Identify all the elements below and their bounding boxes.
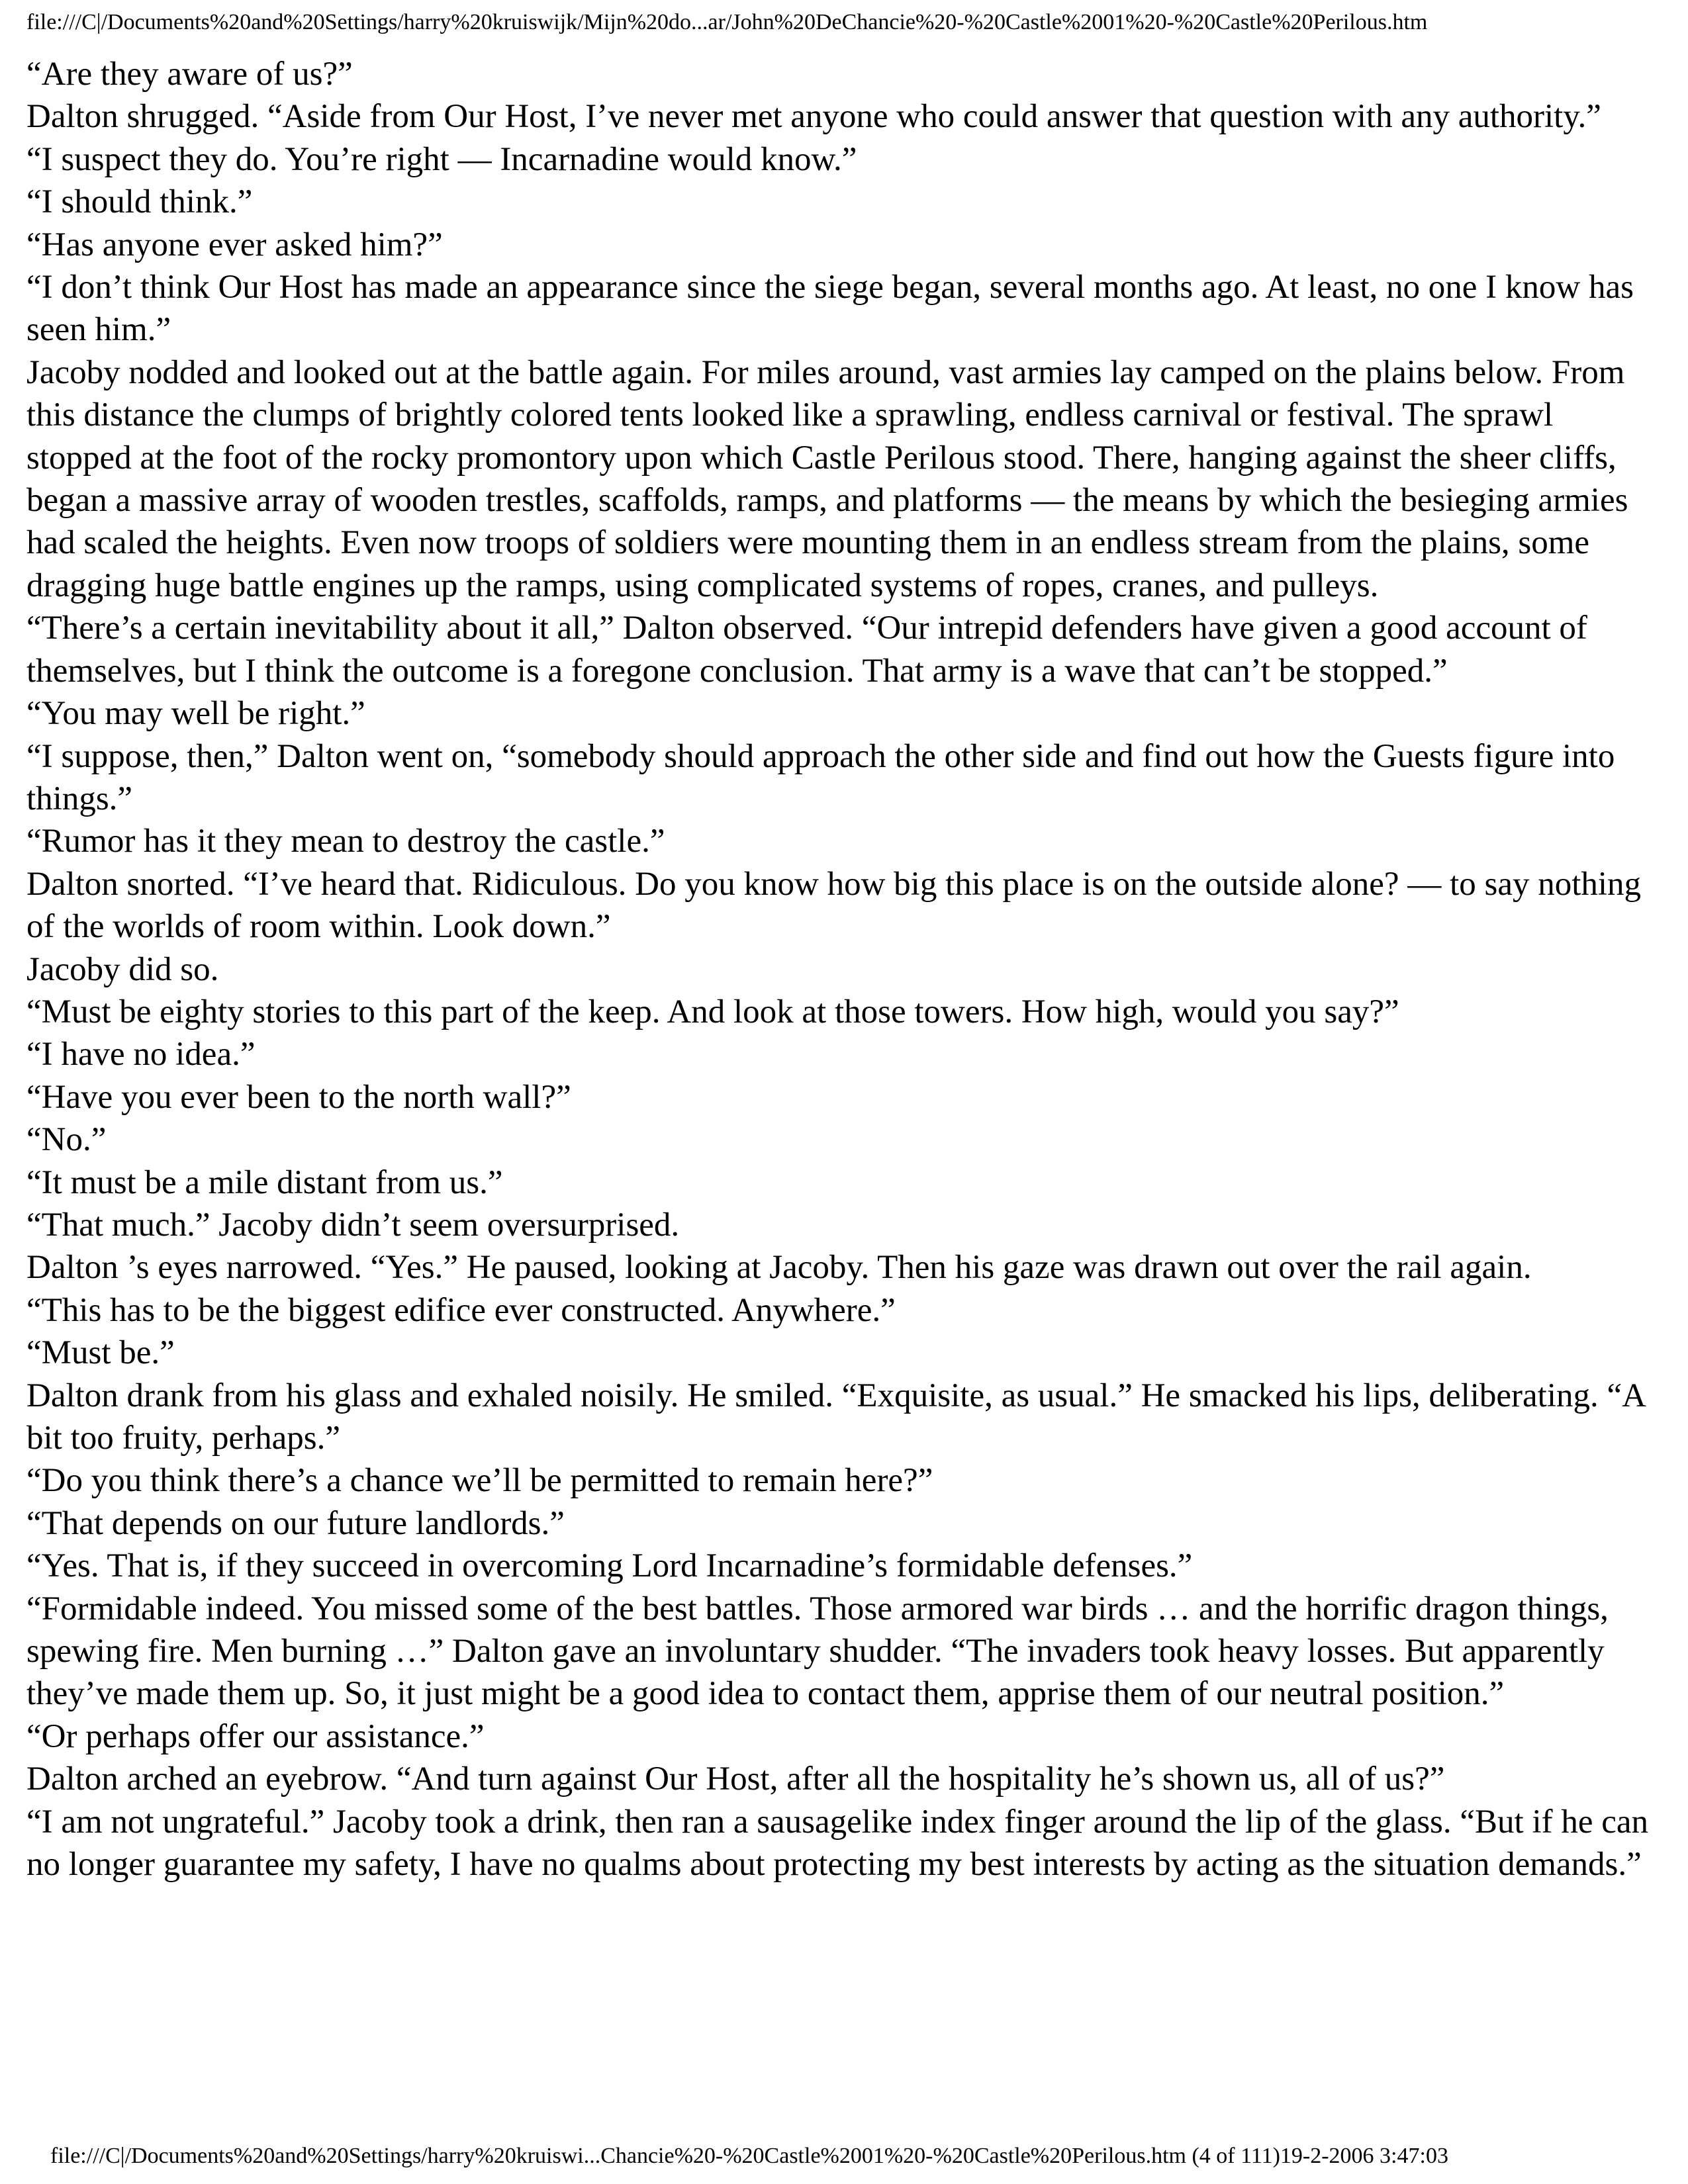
paragraph: “There’s a certain inevitability about it all,” Dalton observed. “Our intrepid defenders have given a good account of themselves, but I think the outcome is a foregone conclusion. That army is a wave that can’t be stopped.” <box>26 610 1587 690</box>
paragraph: “I should think.” <box>26 183 253 221</box>
paragraph: Jacoby nodded and looked out at the battle again. For miles around, vast armies lay camped on the plains below. From this distance the clumps of brightly colored tents looked like a sprawling, endless carnival or festival. The sprawl stopped at the foot of the rocky promontory upon which Castle Perilous stood. There, hanging against the sheer cliffs, began a massive array of wooden trestles, scaffolds, ramps, and platforms — the means by which the besieging armies had scaled the heights. Even now troops of soldiers were mounting them in an endless stream from the plains, some dragging huge battle engines up the ramps, using complicated systems of ropes, cranes, and pulleys. <box>26 353 1628 604</box>
paragraph: “Has anyone ever asked him?” <box>26 226 443 263</box>
paragraph: “Yes. That is, if they succeed in overcoming Lord Incarnadine’s formidable defenses.” <box>26 1547 1193 1585</box>
paragraph: Dalton arched an eyebrow. “And turn against Our Host, after all the hospitality he’s shown us, all of us?” <box>26 1760 1445 1798</box>
paragraph: “Or perhaps offer our assistance.” <box>26 1717 485 1755</box>
paragraph: “Must be.” <box>26 1334 175 1372</box>
paragraph: “I have no idea.” <box>26 1036 256 1073</box>
paragraph: “Must be eighty stories to this part of the keep. And look at those towers. How high, would you say?” <box>26 993 1399 1030</box>
paragraph: “I suppose, then,” Dalton went on, “somebody should approach the other side and find out how the Guests figure into things.” <box>26 737 1615 817</box>
paragraph: Dalton ’s eyes narrowed. “Yes.” He paused, looking at Jacoby. Then his gaze was drawn out over the rail again. <box>26 1249 1532 1287</box>
paragraph: Dalton shrugged. “Aside from Our Host, I’ve never met anyone who could answer that question with any authority.” <box>26 98 1601 136</box>
paragraph: Jacoby did so. <box>26 950 219 988</box>
paragraph: “It must be a mile distant from us.” <box>26 1163 503 1201</box>
page-header-url: file:///C|/Documents%20and%20Settings/harry%20kruiswijk/Mijn%20do...ar/John%20DeChancie%20-%20Castle%2001%20-%20Castle%20Perilous.htm <box>26 10 1428 34</box>
paragraph: “You may well be right.” <box>26 695 365 733</box>
paragraph: “Rumor has it they mean to destroy the castle.” <box>26 823 665 860</box>
paragraph: “I don’t think Our Host has made an appearance since the siege began, several months ago. At least, no one I know has seen him.” <box>26 269 1634 349</box>
paragraph: “No.” <box>26 1121 107 1159</box>
document-body <box>26 53 1662 1886</box>
paragraph: “Have you ever been to the north wall?” <box>26 1078 571 1116</box>
paragraph: “Formidable indeed. You missed some of the best battles. Those armored war birds … and the horrific dragon things, spewing fire. Men burning …” Dalton gave an involuntary shudder. “The invaders took heavy losses. But apparently they’ve made them up. So, it just might be a good idea to contact them, apprise them of our neutral position.” <box>26 1590 1609 1713</box>
paragraph: “That much.” Jacoby didn’t seem oversurprised. <box>26 1206 680 1244</box>
paragraph: Dalton snorted. “I’ve heard that. Ridiculous. Do you know how big this place is on the outside alone? — to say nothing of the worlds of room within. Look down.” <box>26 865 1642 946</box>
paragraph: “I am not ungrateful.” Jacoby took a drink, then ran a sausagelike index finger around the lip of the glass. “But if he can no longer guarantee my safety, I have no qualms about protecting my best interests by acting as the situation demands.” <box>26 1803 1649 1884</box>
paragraph: “That depends on our future landlords.” <box>26 1504 565 1542</box>
paragraph: Dalton drank from his glass and exhaled noisily. He smiled. “Exquisite, as usual.” He smacked his lips, deliberating. “A bit too fruity, perhaps.” <box>26 1377 1645 1457</box>
paragraph: “Are they aware of us?” <box>26 56 353 93</box>
page-footer: file:///C|/Documents%20and%20Settings/harry%20kruiswi...Chancie%20-%20Castle%2001%20-%20Castle%20Perilous.htm (4 of 111)19-2-2006 3:47:03 <box>50 2144 1448 2168</box>
paragraph: “Do you think there’s a chance we’ll be permitted to remain here?” <box>26 1462 933 1500</box>
paragraph: “This has to be the biggest edifice ever constructed. Anywhere.” <box>26 1291 896 1329</box>
paragraph: “I suspect they do. You’re right — Incarnadine would know.” <box>26 140 857 178</box>
